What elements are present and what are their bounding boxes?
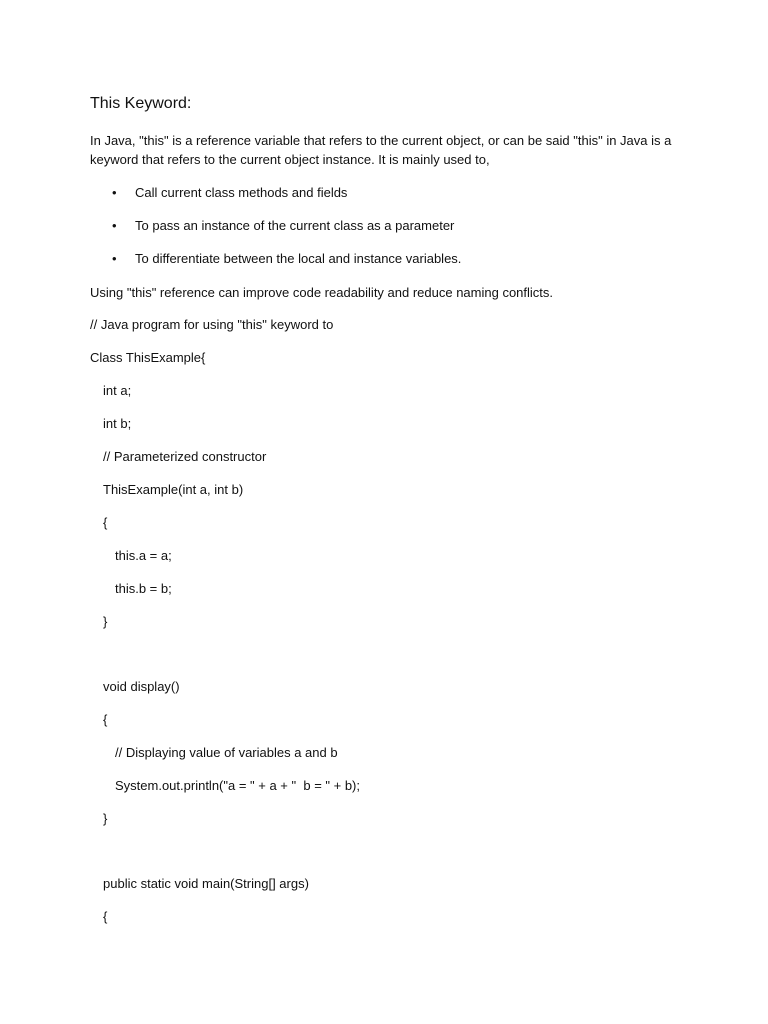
code-line: System.out.println("a = " + a + " b = " + b); [115,778,360,793]
code-line: { [103,515,108,530]
code-comment-line: // Parameterized constructor [103,449,267,464]
code-line: int b; [103,416,132,431]
usage-bullet-list [90,183,461,282]
code-line: ThisExample(int a, int b) [103,482,244,497]
code-line: } [103,614,108,629]
code-line: Class ThisExample{ [90,350,206,365]
code-line: public static void main(String[] args) [103,876,309,891]
bullet-item [90,216,461,249]
code-line: { [103,909,108,924]
bullet-item [90,183,461,216]
code-comment-line: // Displaying value of variables a and b [115,745,338,760]
bullet-icon: • [112,218,117,233]
bullet-text: Call current class methods and fields [135,185,348,200]
code-line: this.a = a; [115,548,172,563]
code-line: void display() [103,679,180,694]
summary-paragraph: Using "this" reference can improve code readability and reduce naming conflicts. [90,285,554,300]
code-line: int a; [103,383,132,398]
intro-paragraph: In Java, "this" is a reference variable that refers to the current object, or can be said "this" in Java is a keyword that refers to the current object instance. It is mainly used to, [90,133,672,167]
bullet-icon: • [112,251,117,266]
bullet-text: To differentiate between the local and instance variables. [135,251,462,266]
page-heading: This Keyword: [90,95,192,112]
code-line: } [103,811,108,826]
bullet-text: To pass an instance of the current class as a parameter [135,218,455,233]
code-line: { [103,712,108,727]
bullet-icon: • [112,185,117,200]
bullet-item [90,249,461,282]
code-line: this.b = b; [115,581,172,596]
code-comment-line: // Java program for using "this" keyword to [90,317,334,332]
